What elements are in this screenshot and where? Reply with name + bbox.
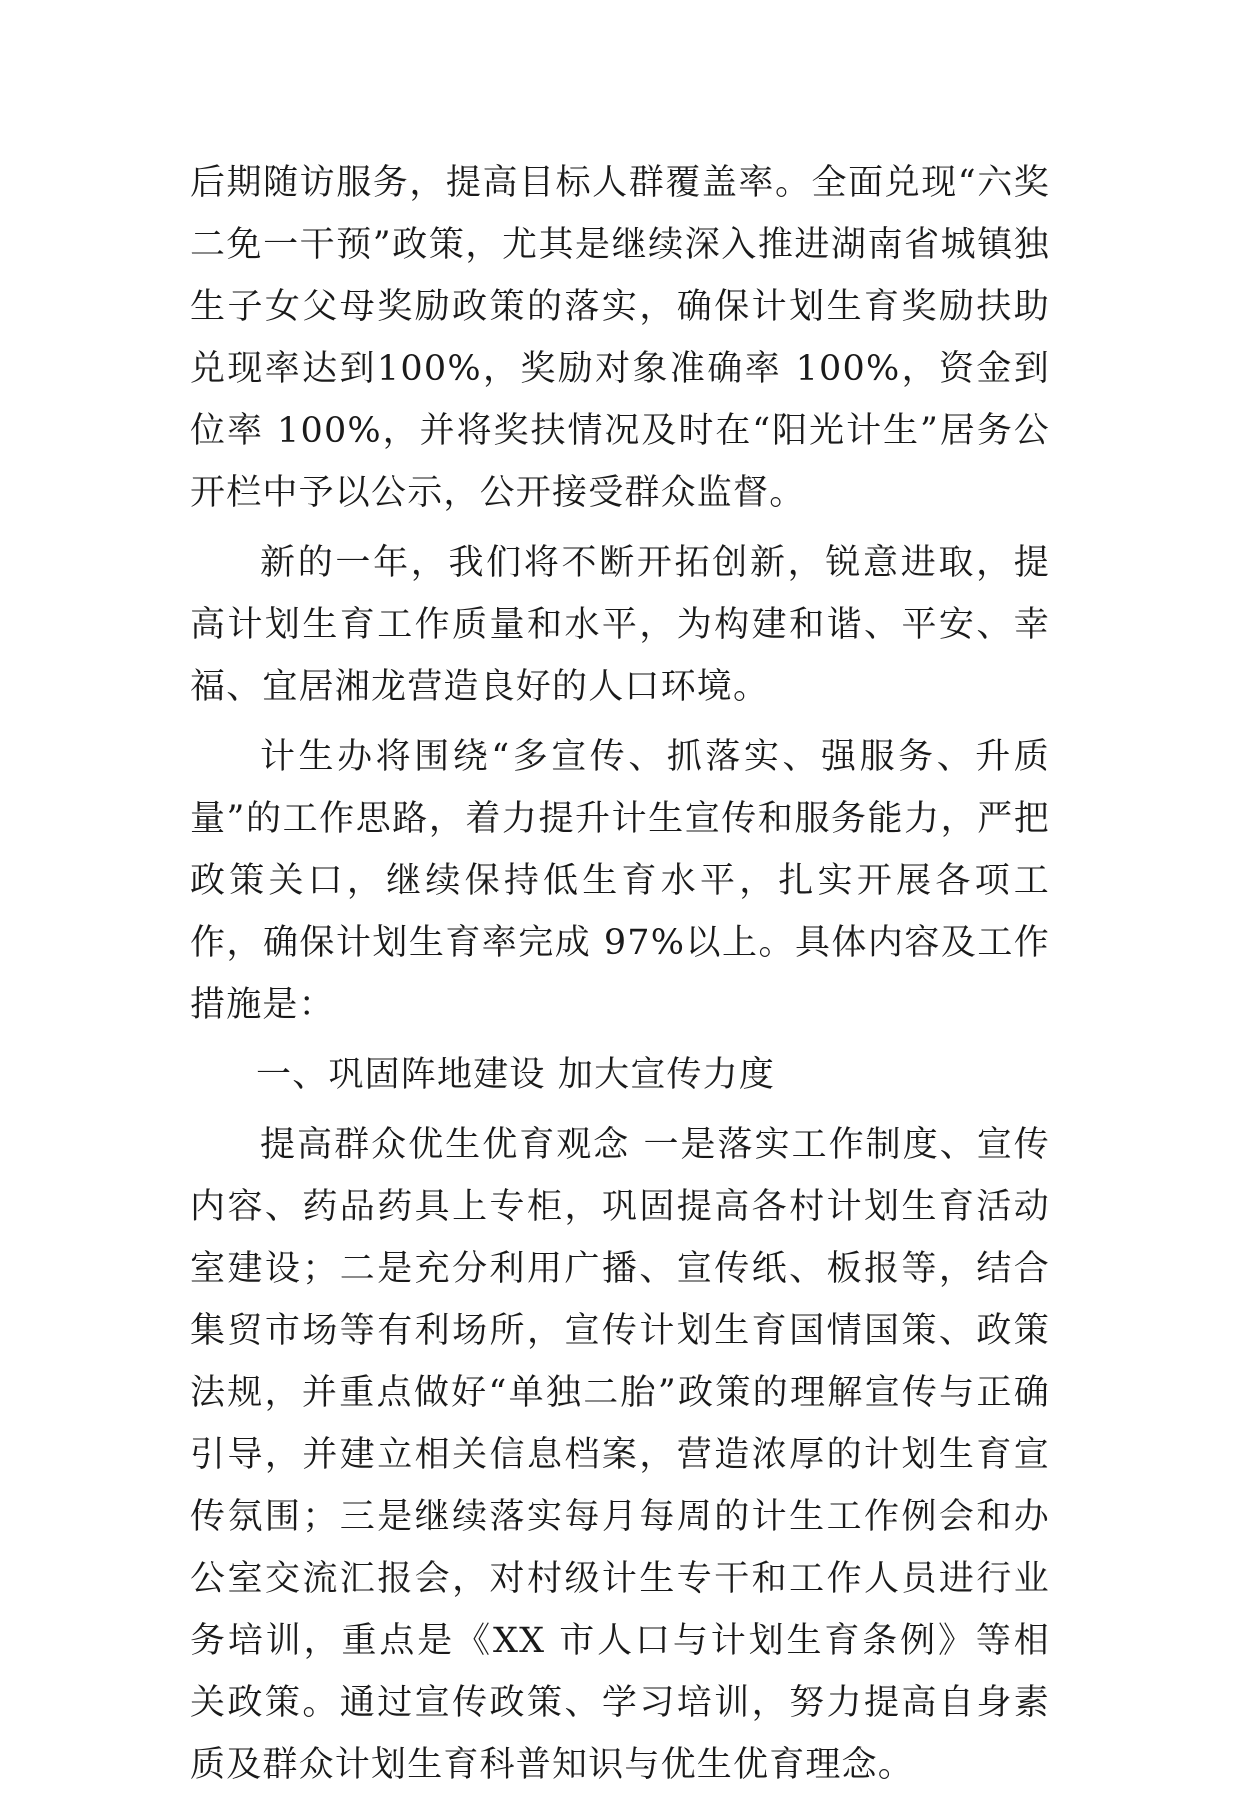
paragraph-work-plan: 计生办将围绕“多宣传、抓落实、强服务、升质量”的工作思路，着力提升计生宣传和服务能力，严把政策关口，继续保持低生育水平，扎实开展各项工作，确保计划生育率完成 97%以上。具体内容及工作措施是： xyxy=(190,737,1050,1025)
section-heading: 一、巩固阵地建设 加大宣传力度 xyxy=(256,1055,776,1095)
paragraph-measures: 提高群众优生优育观念 一是落实工作制度、宣传内容、药品药具上专柜，巩固提高各村计划生育活动室建设；二是充分利用广播、宣传纸、板报等，结合集贸市场等有利场所，宣传计划生育国情国策、政策法规，并重点做好“单独二胎”政策的理解宣传与正确引导，并建立相关信息档案，营造浓厚的计划生育宣传氛围；三是继续落实每月每周的计生工作例会和办公室交流汇报会，对村级计生专干和工作人员进行业务培训，重点是《XX 市人口与计划生育条例》等相关政策。通过宣传政策、学习培训，努力提高自身素质及群众计划生育科普知识与优生优育理念。 xyxy=(190,1125,1050,1785)
paragraph-continuation: 后期随访服务，提高目标人群覆盖率。全面兑现“六奖二免一干预”政策，尤其是继续深入推进湖南省城镇独生子女父母奖励政策的落实，确保计划生育奖励扶助兑现率达到100%，奖励对象准确率 100%，资金到位率 100%，并将奖扶情况及时在“阳光计生”居务公开栏中予以公示，公开接受群众监督。 xyxy=(190,163,1050,513)
paragraph-new-year: 新的一年，我们将不断开拓创新，锐意进取，提高计划生育工作质量和水平，为构建和谐、平安、幸福、宜居湘龙营造良好的人口环境。 xyxy=(190,543,1050,707)
document-body xyxy=(190,152,1050,1804)
